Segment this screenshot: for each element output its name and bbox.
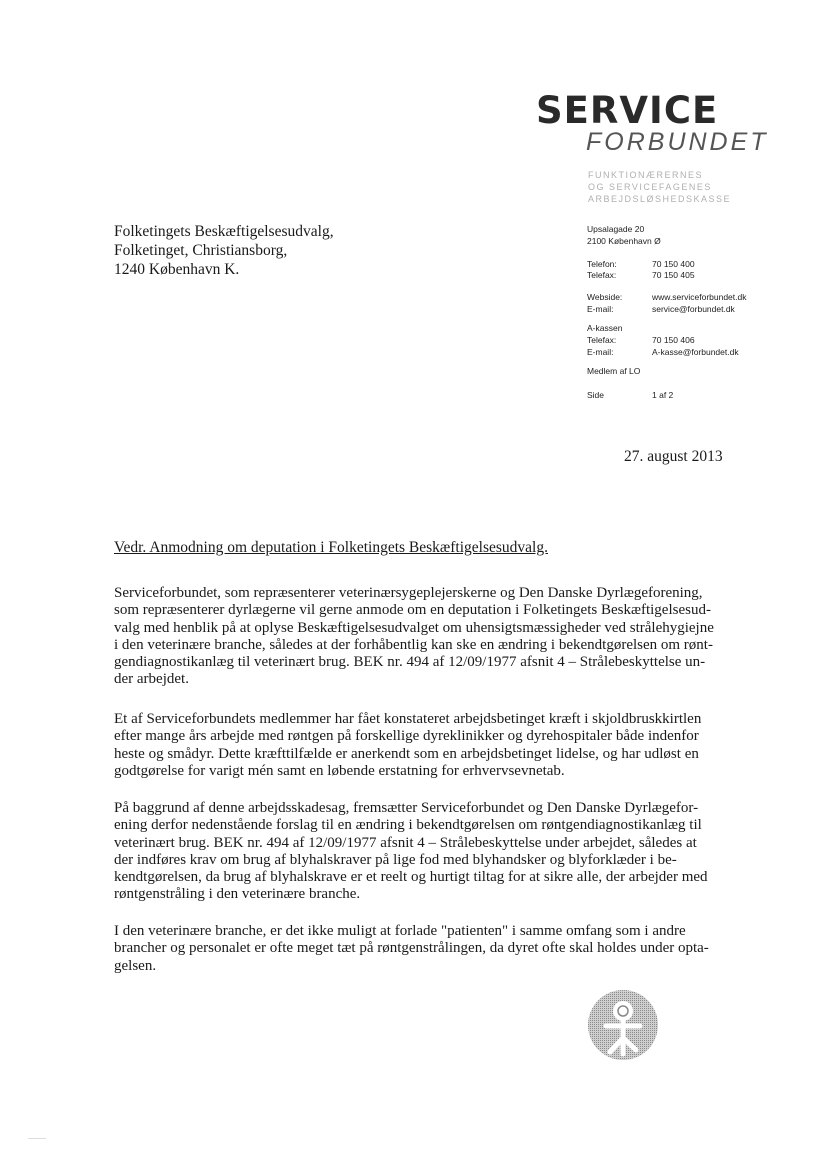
contact-address-city: 2100 København Ø bbox=[587, 236, 661, 246]
body-paragraph bbox=[114, 711, 714, 780]
body-line: På baggrund af denne arbejdsskadesag, fremsætter Serviceforbundet og Den Danske Dyrlægefor- bbox=[114, 800, 699, 816]
contact-address-street: Upsalagade 20 bbox=[587, 224, 645, 234]
body-line: brancher og personalet er ofte meget tæt på røntgenstrålingen, da dyret ofte skal holdes under opta- bbox=[114, 940, 709, 957]
body-line: gendiagnostikanlæg til veterinært brug. BEK nr. 494 af 12/09/1977 afsnit 4 – Strålebeskyttelse un- bbox=[114, 654, 706, 671]
body-line: veterinært brug. BEK nr. 494 af 12/09/1977 afsnit 4 – Strålebeskyttelse under arbejdet, således at bbox=[114, 834, 697, 851]
contact-akassen-email-label: E-mail: bbox=[587, 347, 614, 357]
letter-date: 27. august 2013 bbox=[624, 448, 723, 465]
contact-phone-value: 70 150 400 bbox=[652, 259, 695, 269]
contact-email-label: E-mail: bbox=[587, 304, 614, 314]
contact-fax-value: 70 150 405 bbox=[652, 270, 695, 280]
seal-stamp-icon bbox=[586, 988, 660, 1067]
body-line: i den veterinære branche, således at der forhåbentlig kan ske en ændring i bekendtgørelsen om rønt- bbox=[114, 636, 713, 653]
logo-forbundet-word: FORBUNDET bbox=[586, 128, 769, 156]
body-line: kendtgørelsen, da brug af blyhalskrave er et reelt og hurtigt tiltag for at sikre alle, der arbejder med bbox=[114, 869, 708, 886]
contact-web-label: Webside: bbox=[587, 292, 623, 302]
recipient-line: 1240 København K. bbox=[114, 261, 240, 278]
body-line: Serviceforbundet, som repræsenterer veterinærsygeplejerskerne og Den Danske Dyrlægeforening, bbox=[114, 585, 703, 601]
logo-tagline-line: ARBEJDSLØSHEDSKASSE bbox=[588, 194, 732, 204]
body-line: gelsen. bbox=[114, 957, 157, 974]
body-paragraph bbox=[114, 800, 714, 904]
scan-artifact bbox=[28, 1138, 46, 1139]
body-line: valg med henblik på at oplyse Beskæftigelsesudvalget om uhensigtsmæssigheder ved strålehygiejne bbox=[114, 619, 714, 636]
contact-akassen-fax-value: 70 150 406 bbox=[652, 335, 695, 345]
page-number: 1 af 2 bbox=[652, 390, 674, 400]
contact-akassen-email-value[interactable]: A-kasse@forbundet.dk bbox=[652, 347, 739, 357]
contact-email-value[interactable]: service@forbundet.dk bbox=[652, 304, 735, 314]
logo-service-word: SERVICE bbox=[536, 89, 719, 132]
body-paragraph bbox=[114, 585, 714, 689]
body-line: der indføres krav om brug af blyhalskraver på lige fod med blyhandsker og blyforklæder i be- bbox=[114, 851, 677, 868]
contact-member-note: Medlem af LO bbox=[587, 366, 641, 376]
body-line: godtgørelse for varigt mén samt en løbende erstatning for erhvervsevnetab. bbox=[114, 762, 565, 779]
contact-akassen-fax-label: Telefax: bbox=[587, 335, 617, 345]
contact-akassen-label: A-kassen bbox=[587, 323, 623, 333]
letter-subject: Vedr. Anmodning om deputation i Folketingets Beskæftigelsesudvalg. bbox=[114, 539, 548, 556]
contact-fax-label: Telefax: bbox=[587, 270, 617, 280]
body-line: I den veterinære branche, er det ikke muligt at forlade "patienten" i samme omfang som i andre bbox=[114, 923, 686, 939]
body-line: der arbejdet. bbox=[114, 671, 189, 688]
body-line: efter mange års arbejde med røntgen på forskellige dyreklinikker og dyrehospitaler både indenfor bbox=[114, 728, 699, 745]
body-line: røntgenstråling i den veterinære branche. bbox=[114, 886, 361, 903]
recipient-line: Folketinget, Christiansborg, bbox=[114, 242, 288, 259]
logo-tagline-line: OG SERVICEFAGENES bbox=[588, 182, 712, 192]
body-line: som repræsenterer dyrlægerne vil gerne anmode om en deputation i Folketingets Beskæftigelsesud- bbox=[114, 602, 711, 619]
recipient-address bbox=[114, 222, 334, 279]
body-paragraph bbox=[114, 923, 714, 975]
recipient-line: Folketingets Beskæftigelsesudvalg, bbox=[114, 223, 334, 240]
logo-tagline-line: FUNKTIONÆRERNES bbox=[588, 170, 704, 180]
body-line: heste og smådyr. Dette kræfttilfælde er anerkendt som en arbejdsbetinget lidelse, og har udløst en bbox=[114, 745, 699, 762]
body-line: Et af Serviceforbundets medlemmer har fået konstateret arbejdsbetinget kræft i skjoldbruskkirtlen bbox=[114, 711, 702, 727]
page-label: Side bbox=[587, 390, 605, 400]
body-line: ening derfor nedenstående forslag til en ændring i bekendtgørelsen om røntgendiagnostikanlæg til bbox=[114, 817, 702, 834]
contact-phone-label: Telefon: bbox=[587, 259, 617, 269]
contact-web-value[interactable]: www.serviceforbundet.dk bbox=[652, 292, 747, 302]
